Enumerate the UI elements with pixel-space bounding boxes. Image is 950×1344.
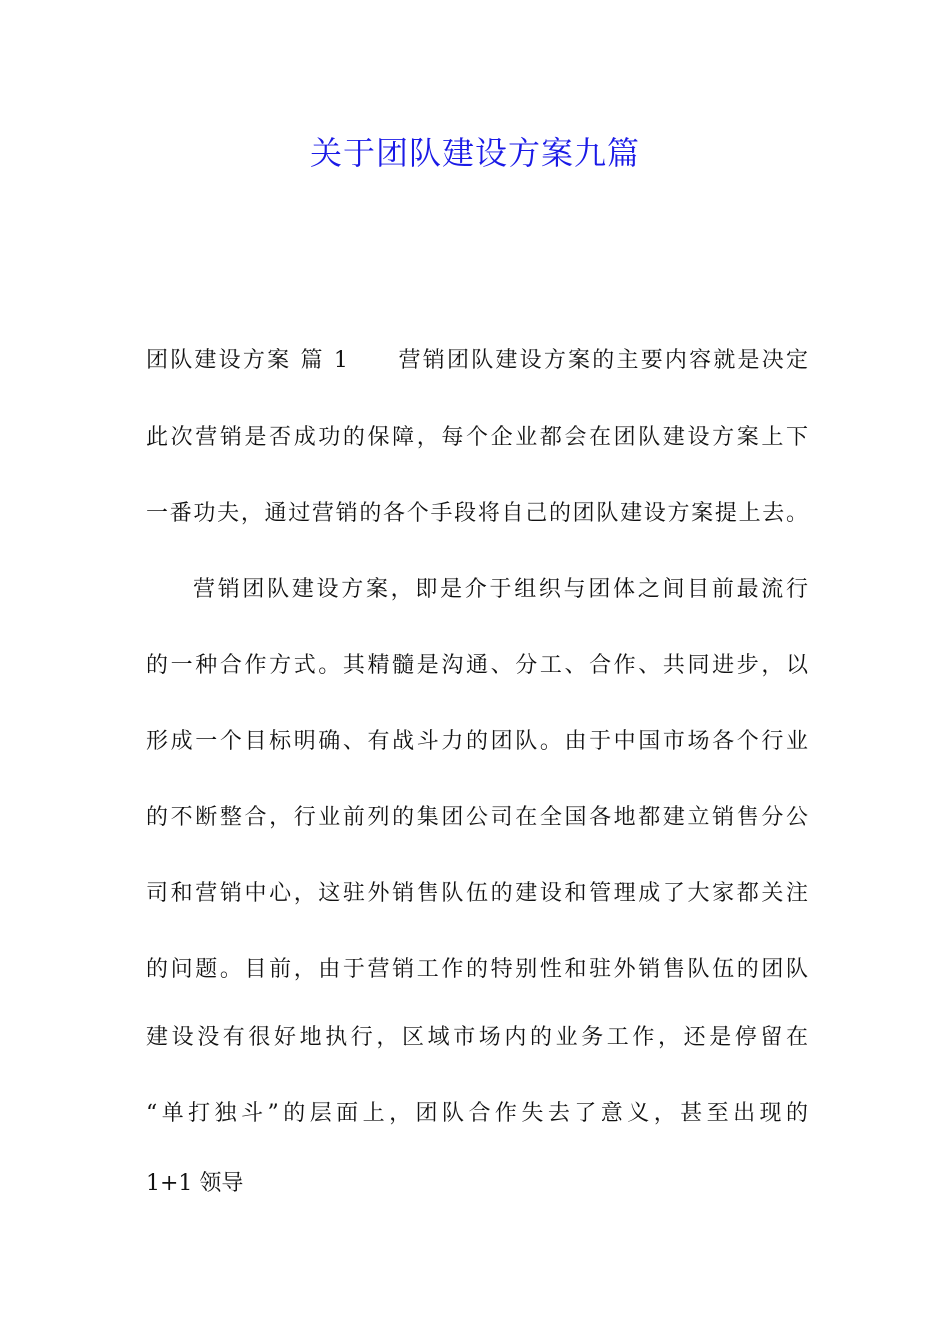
body-line: 的问题。目前，由于营销工作的特别性和驻外销售队伍的团队	[146, 957, 808, 982]
body-line: 此次营销是否成功的保障，每个企业都会在团队建设方案上下	[146, 425, 808, 450]
body-line: 团队建设方案 篇 1 营销团队建设方案的主要内容就是决定	[146, 348, 808, 373]
body-line: 一番功夫，通过营销的各个手段将自己的团队建设方案提上去。	[146, 501, 808, 526]
body-line: 的一种合作方式。其精髓是沟通、分工、合作、共同进步，以	[146, 653, 808, 678]
body-line: 的不断整合，行业前列的集团公司在全国各地都建立销售分公	[146, 805, 808, 830]
body-line: “单打独斗”的层面上，团队合作失去了意义，甚至出现的	[146, 1101, 808, 1126]
body-line: 1+1 领导	[146, 1171, 244, 1196]
body-line: 营销团队建设方案，即是介于组织与团体之间目前最流行	[193, 577, 808, 602]
body-line: 形成一个目标明确、有战斗力的团队。由于中国市场各个行业	[146, 729, 808, 754]
body-line: 建设没有很好地执行，区域市场内的业务工作，还是停留在	[146, 1025, 808, 1050]
document-title: 关于团队建设方案九篇	[309, 134, 640, 172]
body-line: 司和营销中心，这驻外销售队伍的建设和管理成了大家都关注	[146, 881, 808, 906]
